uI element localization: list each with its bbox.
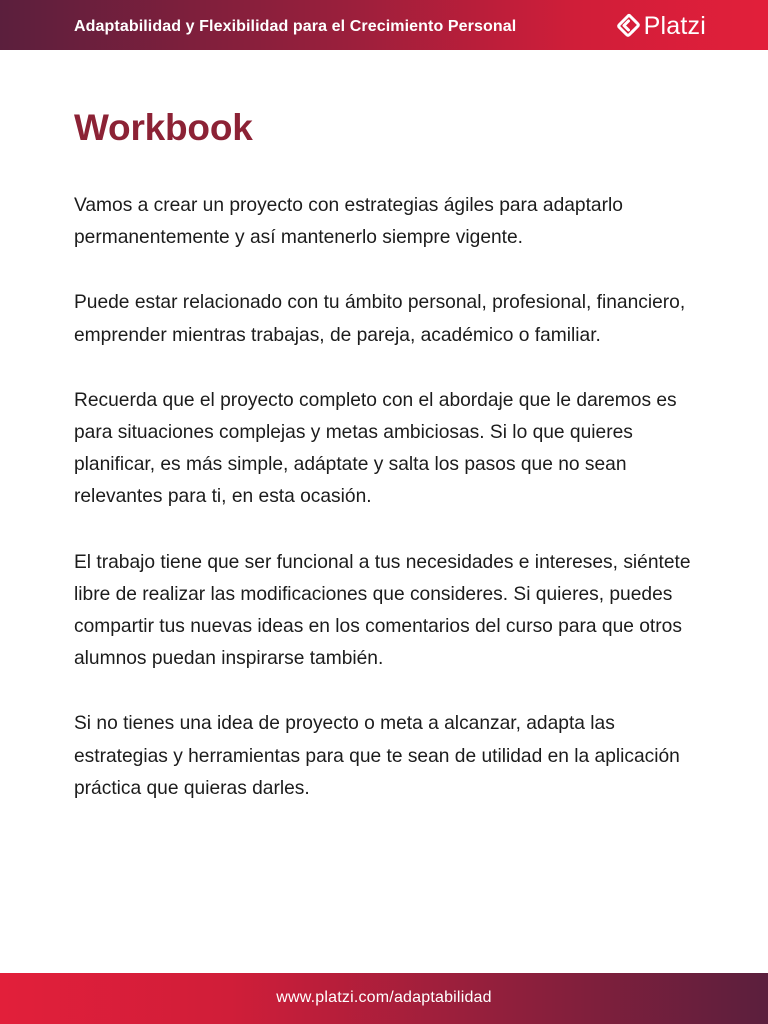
paragraph-customization: El trabajo tiene que ser funcional a tus necesidades e intereses, siéntete libre de realizar las modificaciones que consideres. Si quieres, puedes compartir tus nuevas ideas en los comentarios del curso para que otros alumnos puedan inspirarse también.	[74, 551, 691, 670]
paragraph-intro: Vamos a crear un proyecto con estrategias ágiles para adaptarlo permanentemente y así mantenerlo siempre vigente.	[74, 195, 623, 249]
page-title: Workbook	[74, 107, 253, 148]
header-bar	[0, 0, 768, 50]
paragraph-list	[74, 190, 704, 805]
footer-url-link[interactable]: www.platzi.com/adaptabilidad	[276, 989, 492, 1006]
platzi-brand-name: Platzi	[643, 12, 706, 40]
document-header-title: Adaptabilidad y Flexibilidad para el Crecimiento Personal	[74, 18, 517, 35]
paragraph-scope: Puede estar relacionado con tu ámbito personal, profesional, financiero, emprender mientras trabajas, de pareja, académico o familiar.	[74, 292, 686, 346]
footer-bar	[0, 973, 768, 1024]
paragraph-no-idea: Si no tienes una idea de proyecto o meta a alcanzar, adapta las estrategias y herramientas para que te sean de utilidad en la aplicación práctica que quieras darles.	[74, 713, 680, 799]
paragraph-reminder: Recuerda que el proyecto completo con el abordaje que le daremos es para situaciones complejas y metas ambiciosas. Si lo que quieres planificar, es más simple, adáptate y salta los pasos que no sean relevantes para ti, en esta ocasión.	[74, 389, 677, 508]
workbook-content	[74, 100, 704, 838]
platzi-brand[interactable]	[616, 10, 706, 42]
platzi-logo-icon	[616, 13, 642, 39]
